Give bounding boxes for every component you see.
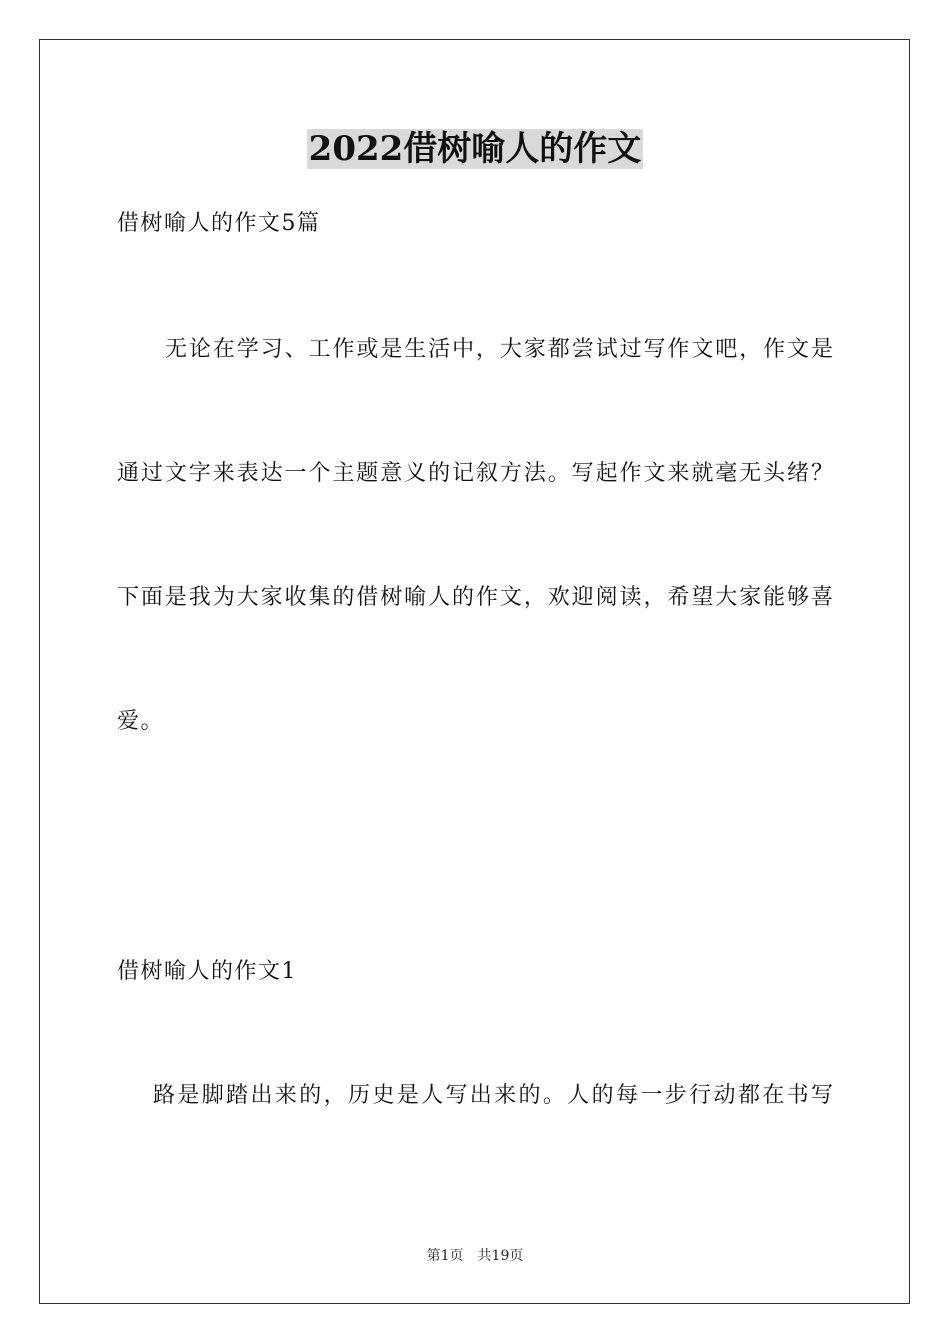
section-line-1: 路是脚踏出来的，历史是人写出来的。人的每一步行动都在书写	[153, 1083, 833, 1108]
intro-line-3: 下面是我为大家收集的借树喻人的作文，欢迎阅读，希望大家能够喜	[117, 585, 833, 610]
section-heading: 借树喻人的作文1	[117, 959, 297, 984]
document-subtitle: 借树喻人的作文5篇	[117, 211, 321, 236]
intro-line-1: 无论在学习、工作或是生活中，大家都尝试过写作文吧，作文是	[165, 337, 833, 362]
document-title	[0, 124, 950, 174]
intro-line-2: 通过文字来表达一个主题意义的记叙方法。写起作文来就毫无头绪？	[117, 461, 833, 486]
page-footer	[0, 1246, 950, 1266]
page-total: 共19页	[477, 1248, 524, 1264]
document-title-text: 2022借树喻人的作文	[308, 129, 642, 169]
page-number: 第1页	[426, 1248, 464, 1264]
intro-line-4: 爱。	[117, 709, 165, 734]
